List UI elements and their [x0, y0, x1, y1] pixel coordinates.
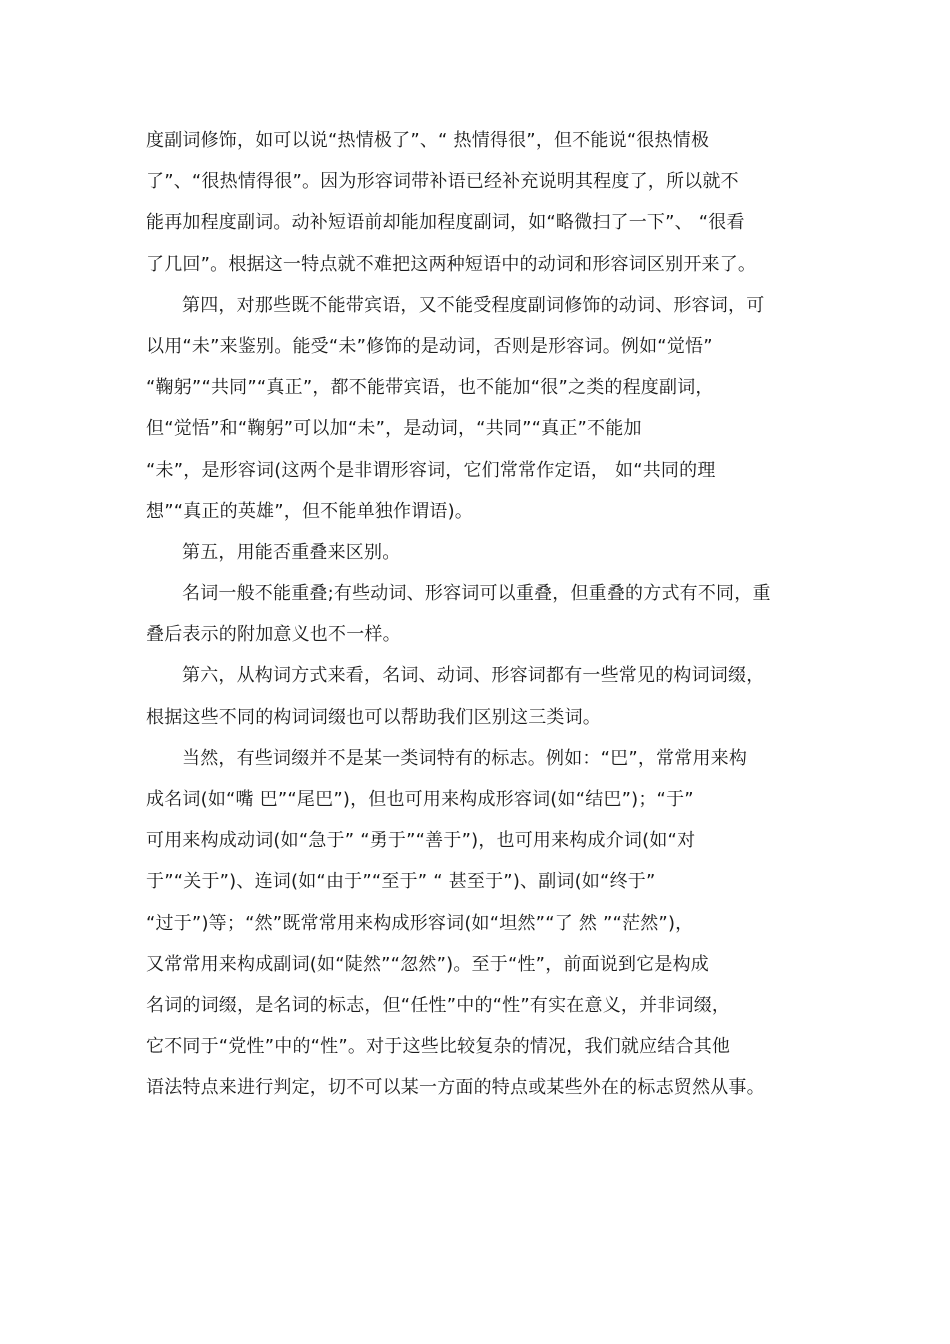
text-line: “鞠躬”“共同”“真正”，都不能带宾语，也不能加“很”之类的程度副词， [146, 377, 714, 399]
text-line: 叠后表示的附加意义也不一样。 [146, 624, 401, 646]
text-line: 根据这些不同的构词词缀也可以帮助我们区别这三类词。 [146, 706, 601, 728]
text-line: 又常常用来构成副词(如“陡然”“忽然”)。至于“性”，前面说到它是构成 [146, 953, 709, 975]
text-line: 度副词修饰，如可以说“热情极了”、“ 热情得很”，但不能说“很热情极 [146, 130, 710, 151]
body-text [146, 120, 808, 1109]
paragraph-first-line: 第六，从构词方式来看，名词、动词、形容词都有一些常见的构词词缀， [182, 665, 765, 687]
text-line: 但“觉悟”和“鞠躬”可以加“未”，是动词，“共同”“真正”不能加 [146, 418, 642, 440]
text-line: 可用来构成动词(如“急于” “勇于”“善于”)，也可用来构成介词(如“对 [146, 830, 696, 852]
text-line: 想”“真正的英雄”，但不能单独作谓语)。 [146, 500, 473, 522]
text-line: 名词的词缀，是名词的标志，但“任性”中的“性”有实在意义，并非词缀， [146, 994, 731, 1016]
text-line: 语法特点来进行判定，切不可以某一方面的特点或某些外在的标志贸然从事。 [146, 1077, 765, 1099]
text-line: 能再加程度副词。动补短语前却能加程度副词，如“略微扫了一下”、 “很看 [146, 212, 745, 234]
text-line: 于”“关于”)、连词(如“由于”“至于” “ 甚至于”)、副词(如“终于” [146, 871, 656, 893]
paragraph-first-line: 名词一般不能重叠;有些动词、形容词可以重叠，但重叠的方式有不同，重 [182, 583, 771, 605]
text-line: 了”、“很热情得很”。因为形容词带补语已经补充说明其程度了，所以就不 [146, 171, 739, 193]
text-line: 它不同于“党性”中的“性”。对于这些比较复杂的情况，我们就应结合其他 [146, 1036, 731, 1058]
text-line: 了几回”。根据这一特点就不难把这两种短语中的动词和形容词区别开来了。 [146, 253, 757, 275]
text-line: “过于”)等；“然”既常常用来构成形容词(如“坦然”“了 然 ”“茫然”)， [146, 912, 694, 934]
paragraph-first-line: 当然，有些词缀并不是某一类词特有的标志。例如：“巴”，常常用来构 [182, 747, 748, 769]
text-line: 以用“未”来鉴别。能受“未”修饰的是动词，否则是形容词。例如“觉悟” [146, 335, 713, 357]
text-line: 成名词(如“嘴 巴”“尾巴”)，但也可用来构成形容词(如“结巴”)；“于” [146, 789, 694, 810]
paragraph-first-line: 第五，用能否重叠来区别。 [182, 541, 401, 563]
paragraph-first-line: 第四，对那些既不能带宾语，又不能受程度副词修饰的动词、形容词，可 [182, 294, 765, 316]
text-line: “未”，是形容词(这两个是非谓形容词，它们常常作定语， 如“共同的理 [146, 459, 716, 481]
